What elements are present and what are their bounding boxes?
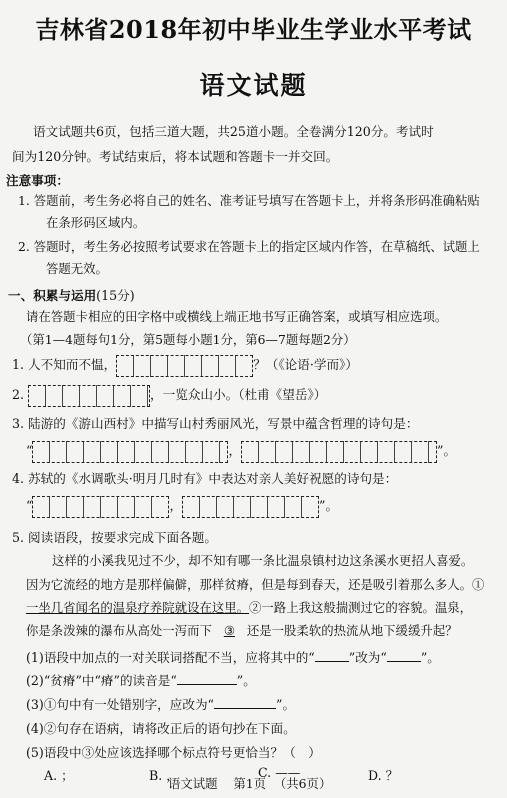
question-3-answer (26, 440, 456, 463)
q4-answer-grid-1[interactable] (32, 496, 169, 518)
passage-line-2: 因为它流经的地方是那样偏僻，那样贫瘠，但是每到春天，还是吸引着那么多人。① (26, 577, 485, 592)
option-b[interactable]: B. ， (149, 768, 179, 783)
s1-text-b: ”改为“ (348, 650, 387, 665)
option-a[interactable]: A. ； (44, 768, 74, 783)
intro-line-2: 间为120分钟。考试结束后，将本试题和答题卡一并交回。 (12, 149, 339, 164)
q1-answer-grid[interactable] (116, 355, 253, 377)
s3-text-a: (3)①句中有一处错别字，应改为“ (26, 697, 214, 712)
q4-comma: ， (169, 498, 183, 513)
subquestion-5: (5)语段中③处应该选择哪个标点符号更恰当？（ ） (26, 745, 321, 760)
option-d[interactable]: D. ？ (368, 768, 399, 783)
q4-close-quote: ”。 (319, 498, 339, 513)
passage-line-4-end: 还是一股柔软的热流从地下缓缓升起？ (246, 623, 458, 638)
question-3-prompt: 3. 陆游的《游山西村》中描写山村秀丽风光，写景中蕴含哲理的诗句是： (12, 416, 419, 431)
q3-open-quote: “ (26, 443, 33, 458)
q1-suffix: ？（《论语·学而》） (253, 357, 358, 372)
q2-prefix: 2. (12, 387, 25, 402)
passage-line-1: 这样的小溪我见过不少，却不知有哪一条比温泉镇村边这条溪水更招人喜爱。 (52, 553, 474, 568)
section-1-title: 一、积累与运用 (8, 288, 97, 303)
exam-title: 吉林省2018年初中毕业生学业水平考试 (35, 15, 472, 44)
s2-text-a: (2)“贫瘠”中“瘠”的读音是“ (26, 673, 177, 688)
note-1-line-1: 1. 答题前，考生务必将自己的姓名、准考证号填写在答题卡上，并将条形码准确粘贴 (18, 193, 480, 208)
q3-comma: ， (228, 443, 242, 458)
question-4-answer (26, 495, 338, 518)
subquestion-1 (26, 647, 440, 666)
q4-open-quote: “ (26, 498, 33, 513)
question-2 (12, 384, 326, 407)
footer-page-number: 第1页 (233, 776, 266, 791)
page-footer (168, 774, 331, 792)
q4-answer-grid-2[interactable] (182, 496, 319, 518)
s1-text-c: ”。 (420, 650, 440, 665)
notes-heading: 注意事项： (6, 173, 69, 188)
q3-answer-grid-2[interactable] (241, 441, 437, 463)
q3-close-quote: ”。 (437, 443, 457, 458)
subquestion-2 (26, 670, 256, 689)
section-1-heading (8, 285, 135, 304)
section-1-score: (15分) (96, 288, 135, 303)
s2-text-b: ”。 (236, 673, 256, 688)
subquestion-3 (26, 694, 295, 713)
note-1-line-2: 在条形码区域内。 (46, 215, 146, 230)
passage-sentence-1: 一坐几省闻名的温泉疗养院就设在这里。 (26, 600, 250, 615)
q2-answer-grid[interactable] (28, 385, 150, 407)
s1-text-a: (1)语段中加点的一对关联词搭配不当，应将其中的“ (26, 650, 315, 665)
passage-line-3 (26, 598, 472, 616)
footer-subject: 语文试题 (168, 776, 218, 791)
s3-blank[interactable] (214, 696, 276, 709)
passage-line-4 (26, 621, 458, 639)
section-1-instruction-2: （第1—4题每句1分，第5题每小题1分，第6—7题每题2分） (20, 332, 356, 347)
note-2-line-2: 答题无效。 (46, 261, 108, 276)
question-1 (12, 354, 358, 377)
footer-total-pages: （共6页） (273, 776, 332, 791)
q2-suffix: ，一览众山小。（杜甫《望岳》） (150, 387, 327, 402)
s1-blank-1[interactable] (315, 649, 349, 662)
s1-blank-2[interactable] (387, 649, 421, 662)
intro-line-1: 语文试题共6页，包括三道大题，共25道小题。全卷满分120分。考试时 (33, 124, 434, 139)
s2-blank[interactable] (177, 672, 237, 685)
option-c[interactable]: C. —— (258, 765, 301, 780)
passage-line-4-start: 你是条泼辣的瀑布从高处一泻而下 (26, 623, 212, 638)
passage-sentence-2: ②一路上我这般揣测过它的容貌。温泉， (249, 600, 473, 615)
s3-text-b: ”。 (276, 697, 296, 712)
note-2-line-1: 2. 答题时，考生务必按照考试要求在答题卡上的指定区域内作答，在草稿纸、试题上 (18, 239, 480, 254)
question-5-prompt: 5. 阅读语段，按要求完成下面各题。 (12, 530, 217, 545)
exam-subtitle: 语文试题 (199, 71, 308, 100)
question-4-prompt: 4. 苏轼的《水调歌头·明月几时有》中表达对亲人美好祝愿的诗句是： (12, 471, 398, 486)
section-1-instruction-1: 请在答题卡相应的田字格中或横线上端正地书写正确答案，或填写相应选项。 (26, 309, 448, 324)
q3-answer-grid-1[interactable] (32, 441, 228, 463)
passage-mark-3: ③ (223, 623, 235, 638)
subquestion-4: (4)②句存在语病，请将改正后的语句抄在下面。 (26, 721, 296, 736)
q1-prefix: 1. 人不知而不愠， (12, 357, 117, 372)
